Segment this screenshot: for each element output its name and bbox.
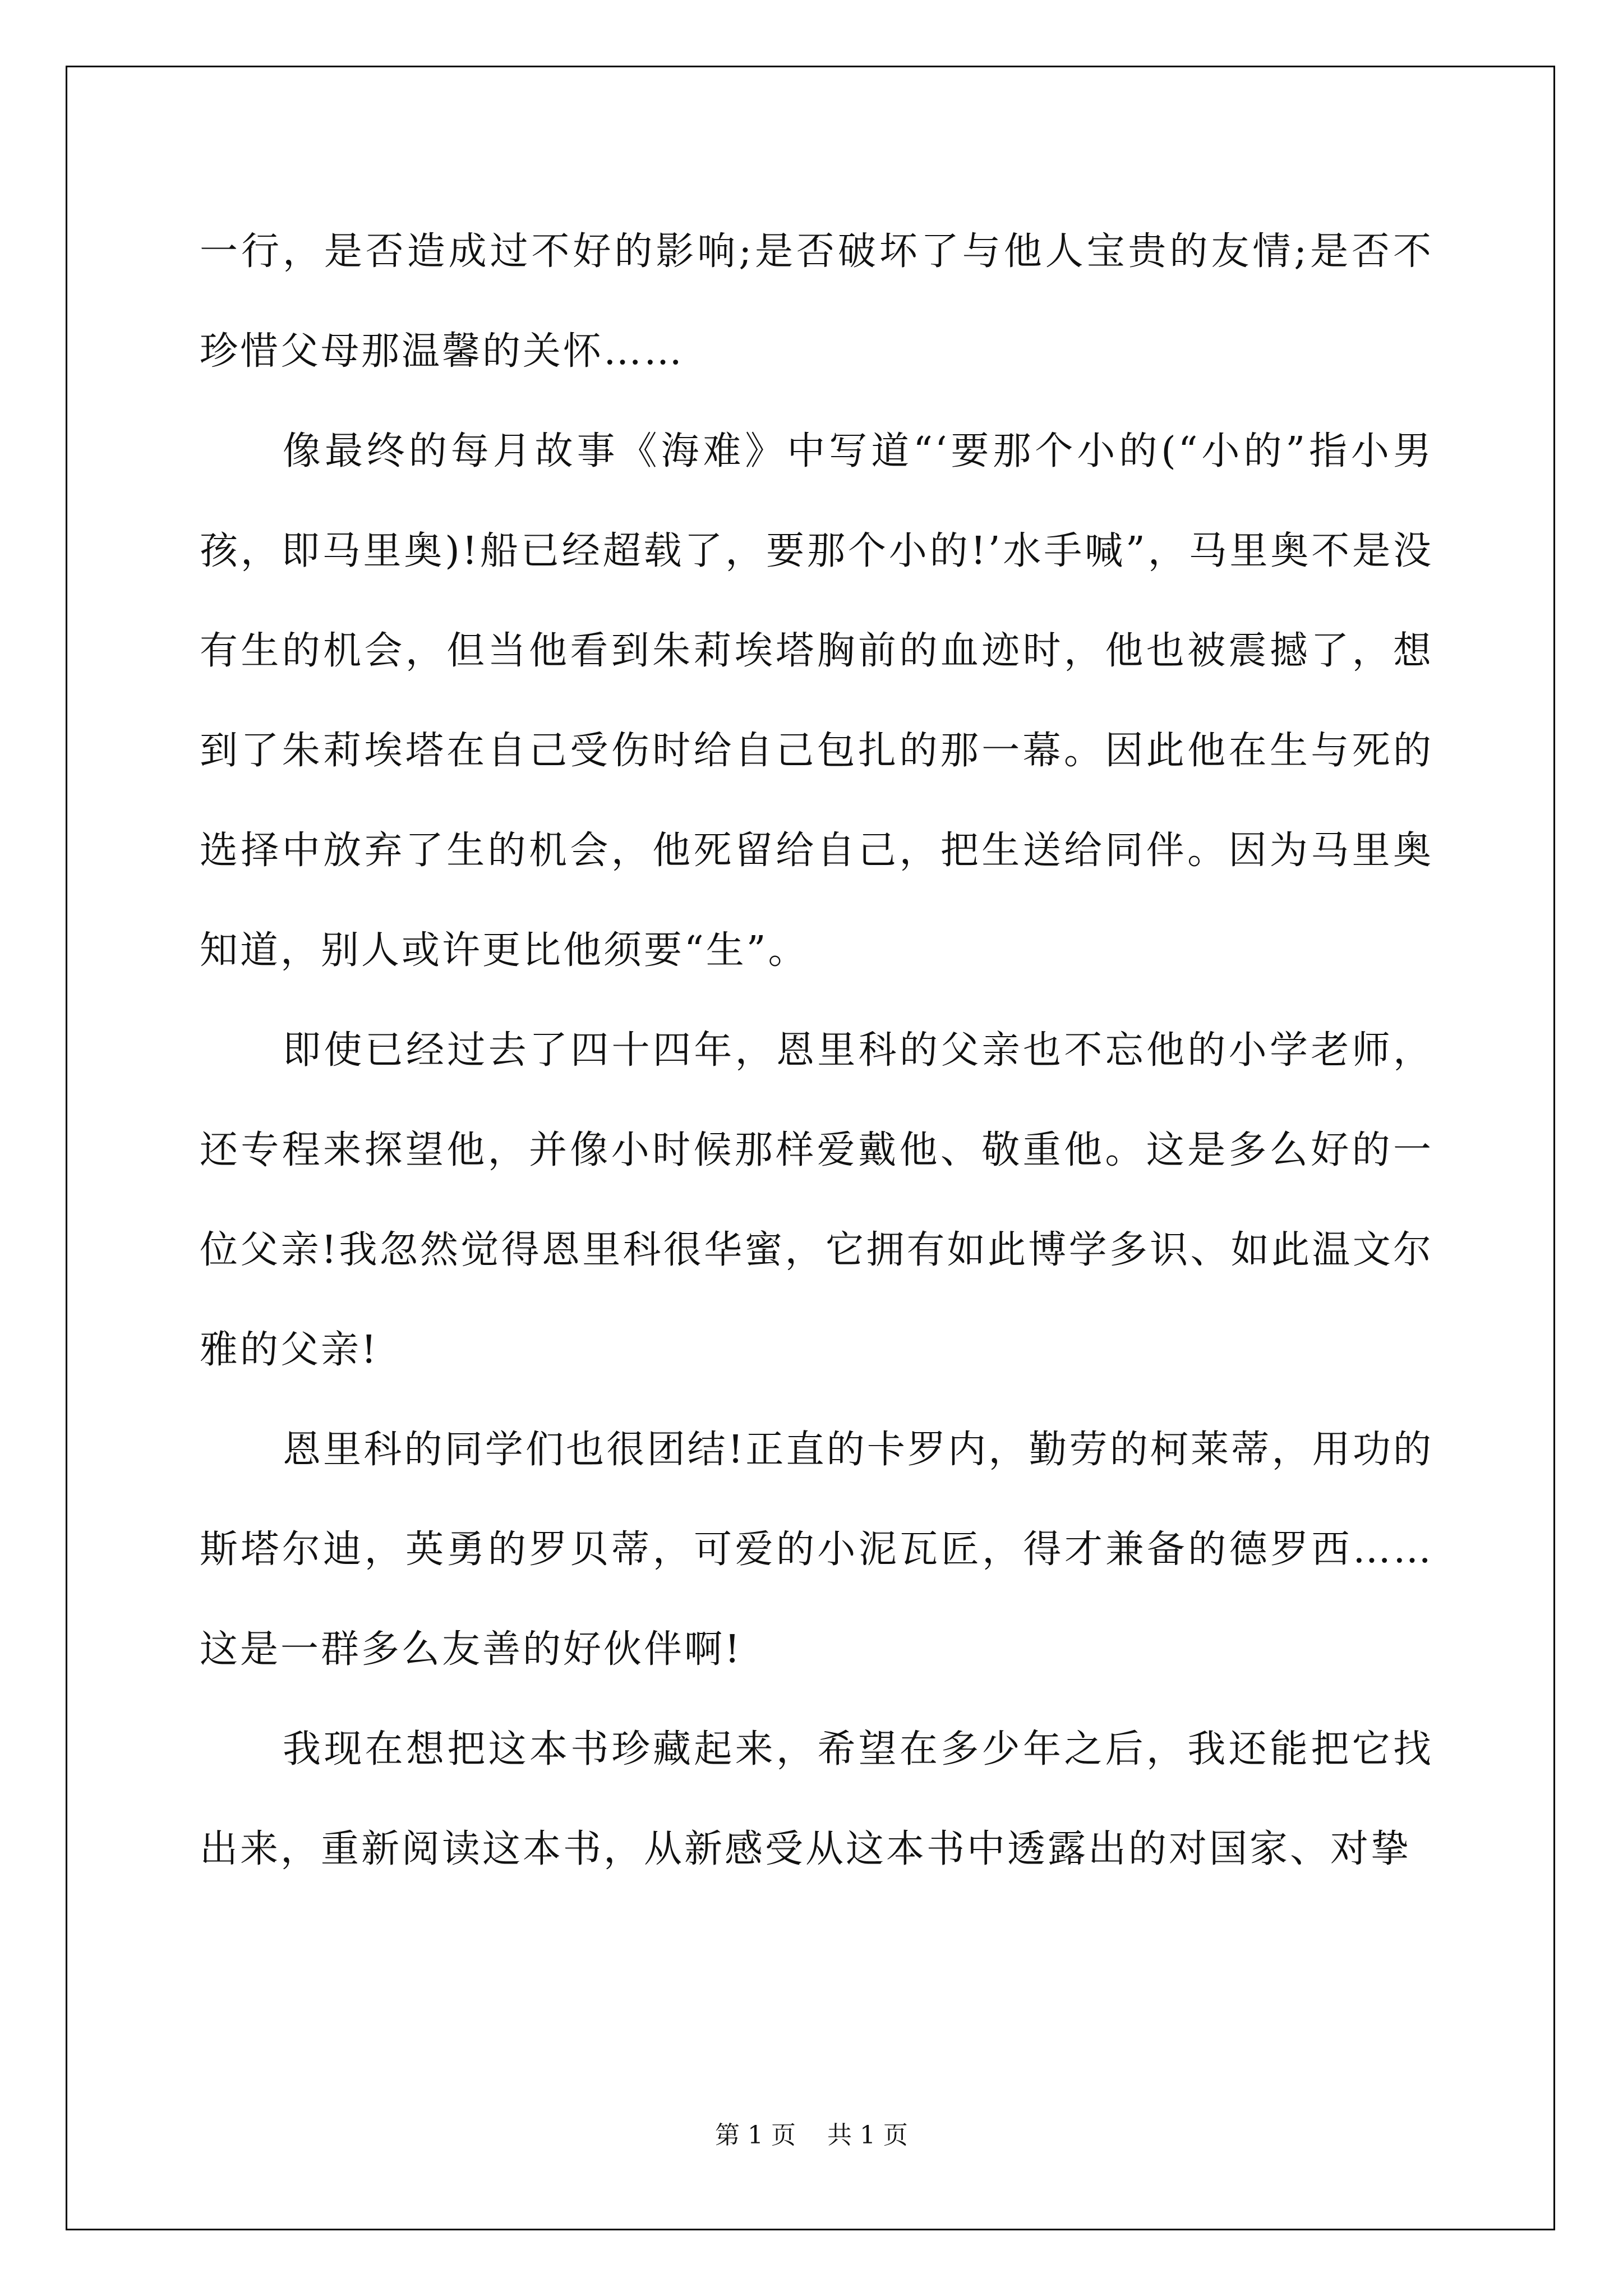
- paragraph-2: 像最终的每月故事《海难》中写道“‘要那个小的(“小的”指小男孩，即马里奥)!船已经超载了，要那个小的!’水手喊”，马里奥不是没有生的机会，但当他看到朱莉埃塔胸前的血迹时，他也被震撼了，想到了朱莉埃塔在自己受伤时给自己包扎的那一幕。因此他在生与死的选择中放弃了生的机会，他死留给自己，把生送给同伴。因为马里奥知道，别人或许更比他须要“生”。: [200, 429, 1433, 973]
- paragraph-3: 即使已经过去了四十四年，恩里科的父亲也不忘他的小学老师，还专程来探望他，并像小时候那样爱戴他、敬重他。这是多么好的一位父亲!我忽然觉得恩里科很华蜜，它拥有如此博学多识、如此温文尔雅的父亲!: [200, 1028, 1433, 1372]
- document-body: [200, 202, 1433, 1899]
- paragraph-4: 恩里科的同学们也很团结!正直的卡罗内，勤劳的柯莱蒂，用功的斯塔尔迪，英勇的罗贝蒂，可爱的小泥瓦匠，得才兼备的德罗西……这是一群多么友善的好伙伴啊!: [200, 1428, 1433, 1672]
- paragraph-5: 我现在想把这本书珍藏起来，希望在多少年之后，我还能把它找出来，重新阅读这本书，从新感受从这本书中透露出的对国家、对挚: [200, 1727, 1433, 1871]
- paragraph-1: 一行，是否造成过不好的影响;是否破坏了与他人宝贵的友情;是否不珍惜父母那温馨的关怀……: [200, 229, 1433, 374]
- page-footer: 第 1 页 共 1 页: [715, 2121, 908, 2150]
